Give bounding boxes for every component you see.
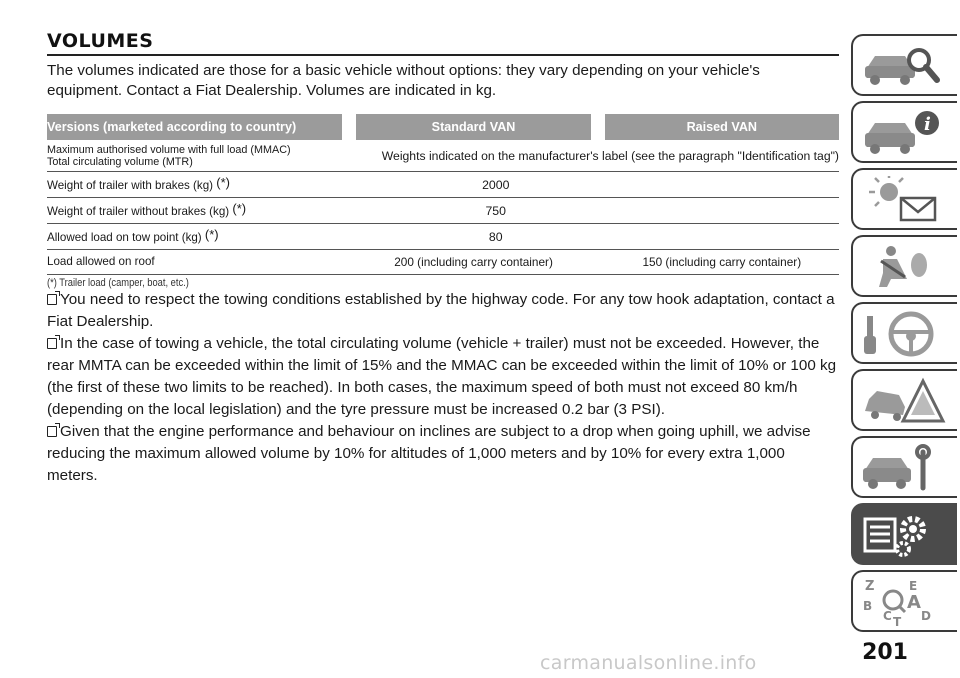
trailer-brakes-label: Weight of trailer with brakes (kg)	[47, 179, 214, 192]
chapter-tab-getting-to-know[interactable]	[851, 34, 957, 96]
mmac-label: Maximum authorised volume with full load (MMAC)	[47, 144, 291, 156]
footnote-marker: (*)	[232, 201, 247, 216]
table-header-row	[47, 114, 839, 140]
index-letter: A	[907, 592, 921, 613]
trailer-nobrakes-label-cell	[47, 198, 342, 224]
footnote-marker: (*)	[216, 175, 230, 190]
note-bullet-icon	[47, 294, 57, 305]
chapter-tab-dashboard[interactable]	[851, 101, 957, 163]
alphabet-index-icon	[861, 578, 947, 626]
specifications-gears-icon	[861, 511, 947, 559]
note-towing-conditions	[47, 289, 839, 333]
table-row	[47, 250, 839, 275]
table-footnote: (*) Trailer load (camper, boat, etc.)	[47, 277, 189, 289]
chapter-tab-safety[interactable]	[851, 235, 957, 297]
roof-standard-value: 200 (including carry container)	[356, 250, 591, 275]
trailer-brakes-value: 2000	[342, 172, 839, 198]
index-letter: B	[863, 599, 873, 613]
header-gap	[591, 114, 605, 140]
mtr-label: Total circulating volume (MTR)	[47, 156, 193, 168]
car-info-icon	[861, 109, 947, 157]
page-number: 201	[862, 640, 908, 665]
watermark: carmanualsonline.info	[540, 652, 757, 674]
car-accident-icon	[861, 377, 947, 425]
trailer-brakes-label-cell	[47, 172, 342, 198]
roof-raised-value: 150 (including carry container)	[605, 250, 839, 275]
table-row	[47, 198, 839, 224]
note-text: In the case of towing a vehicle, the total circulating volume (vehicle + trailer) must not be exceeded. However, the rear MMTA can be exceeded within the limit of 15% and the MMAC can be exceeded within the limit of 10% or 100 kg (the first of these two limits to be reached). In both cases, the maximum speed of both must not exceed 80 km/h (depending on the local legislation) and the tyre pressure must be increased 0.2 bar (3 PSI).	[47, 335, 837, 418]
chapter-tab-servicing[interactable]	[851, 436, 957, 498]
intro-paragraph: The volumes indicated are those for a basic vehicle without options: they vary depending on your vehicle's equipment. Contact a Fiat Dealership. Volumes are indicated in kg.	[47, 62, 760, 99]
section-title: VOLUMES	[47, 30, 839, 56]
chapter-tab-starting-driving[interactable]	[851, 302, 957, 364]
tow-point-label-cell	[47, 224, 342, 250]
index-letter: E	[909, 579, 918, 593]
row-gap	[342, 250, 356, 275]
roof-label: Load allowed on roof	[47, 250, 342, 275]
header-gap	[342, 114, 356, 140]
chapter-sidebar	[851, 34, 960, 637]
trailer-nobrakes-value: 750	[342, 198, 839, 224]
note-altitude	[47, 421, 839, 487]
trailer-nobrakes-label: Weight of trailer without brakes (kg)	[47, 205, 230, 218]
index-letter: T	[893, 615, 902, 626]
airbag-seat-icon	[861, 243, 947, 291]
mmac-value: Weights indicated on the manufacturer's label (see the paragraph "Identification tag")	[342, 140, 839, 172]
header-raised-van: Raised VAN	[605, 114, 839, 140]
footnote-marker: (*)	[204, 227, 219, 242]
tow-point-label: Allowed load on tow point (kg)	[47, 231, 202, 244]
chapter-tab-emergency[interactable]	[851, 369, 957, 431]
index-letter: Z	[865, 579, 875, 594]
note-bullet-icon	[47, 426, 57, 437]
page-content	[47, 30, 839, 487]
index-letter: D	[921, 609, 931, 623]
note-towing-vehicle	[47, 333, 839, 421]
index-letter: C	[883, 609, 892, 623]
header-standard-van: Standard VAN	[356, 114, 591, 140]
note-bullet-icon	[47, 338, 57, 349]
table-row	[47, 224, 839, 250]
key-steering-wheel-icon	[861, 310, 947, 358]
warning-lights-icon	[861, 176, 947, 224]
table-row	[47, 172, 839, 198]
table-row	[47, 140, 839, 172]
row-gap	[591, 250, 605, 275]
header-versions: Versions (marketed according to country)	[47, 114, 342, 140]
car-search-icon	[861, 42, 947, 90]
tow-point-value: 80	[342, 224, 839, 250]
chapter-tab-index[interactable]	[851, 570, 957, 632]
car-wrench-icon	[861, 444, 947, 492]
chapter-tab-specifications[interactable]	[851, 503, 957, 565]
volumes-table	[47, 114, 839, 275]
note-text: You need to respect the towing conditions established by the highway code. For any tow hook adaptation, contact a Fiat Dealership.	[47, 291, 835, 330]
chapter-tab-warning-lights[interactable]	[851, 168, 957, 230]
mmac-label-cell	[47, 140, 342, 172]
note-text: Given that the engine performance and behaviour on inclines are subject to a drop when going uphill, we advise reducing the maximum allowed volume by 10% for altitudes of 1,000 meters and by 10% for every extra 1,000 meters.	[47, 423, 811, 484]
svg-text:i: i	[924, 114, 931, 135]
